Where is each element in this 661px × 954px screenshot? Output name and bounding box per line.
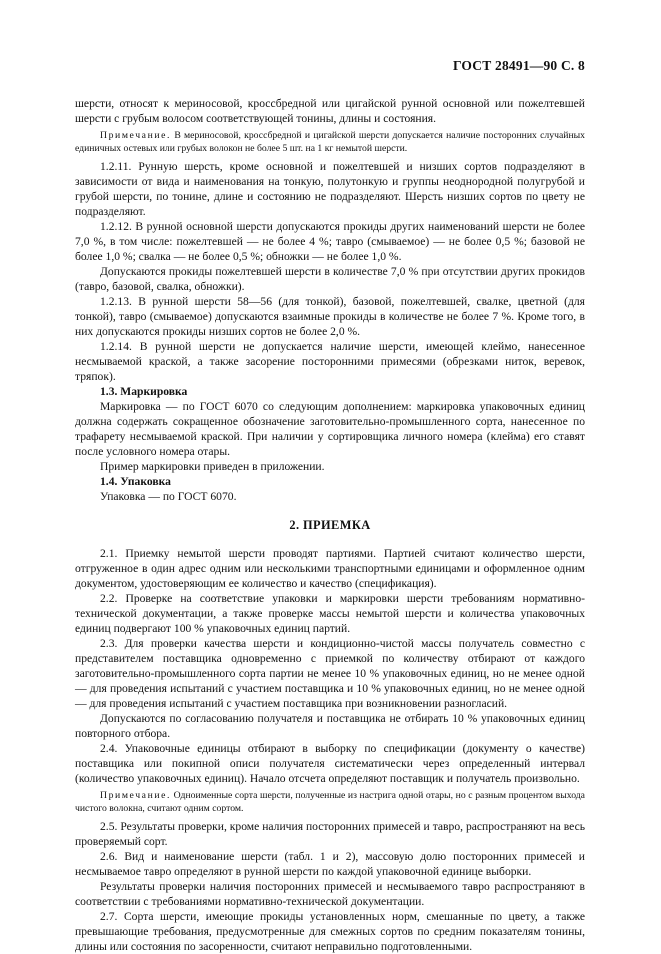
note-2-label: Примечание. — [100, 790, 172, 801]
clause-1-3: Маркировка — по ГОСТ 6070 со следующим дополнением: маркировка упаковочных единиц должна содержать сокращенное обозначение заготовительно-промышленного сорта, нанесенное по трафарету несмываемой краской. При наличии у сортировщика личного номера (клейма) его ставят после условного номера отары. — [75, 400, 585, 458]
clause-1-3-example: Пример маркировки приведен в приложении. — [100, 460, 325, 473]
clause-1-2-13: 1.2.13. В рунной шерсти 58—56 (для тонкой), базовой, пожелтевшей, свалке, цветной (для тонкой), тавро (смываемое) допускаются взаимные прокиды в количестве не более 7 %. Кроме того, в них допускаются прокиды низших сортов не более 2,0 %. — [75, 295, 585, 338]
clause-2-1: 2.1. Приемку немытой шерсти проводят партиями. Партией считают количество шерсти, отгруженное в один адрес одним или несколькими транспортными единицами и оформленное одним документом, удостоверяющим ее количество и качество (спецификация). — [75, 547, 585, 590]
section-2-title: 2. ПРИЕМКА — [289, 518, 371, 532]
note-1-text: В мериносовой, кроссбредной и цигайской шерсти допускается наличие посторонних случайных единичных остевых или грубых волокон не более 5 шт. на 1 кг немытой шерсти. — [75, 130, 585, 154]
heading-1-3-marking: 1.3. Маркировка — [100, 385, 188, 398]
document-page — [75, 58, 585, 954]
note-2-text: Одноименные сорта шерсти, полученные из настрига одной отары, но с разным процентом выхода чистого волокна, считают одним сортом. — [75, 790, 585, 814]
clause-1-4: Упаковка — по ГОСТ 6070. — [100, 490, 237, 503]
clause-1-2-12-addendum: Допускаются прокиды пожелтевшей шерсти в количестве 7,0 % при отсутствии других прокидов (тавро, базовой, свалка, обножки). — [75, 265, 585, 293]
note-1 — [75, 129, 585, 155]
clause-2-2: 2.2. Проверке на соответствие упаковки и маркировки шерсти требованиям нормативно-технической документации, а также проверке массы немытой шерсти и количества упаковочных единиц подвергают 100 % упаковочных единиц партий. — [75, 592, 585, 635]
heading-1-4-packaging: 1.4. Упаковка — [100, 475, 171, 488]
page-header: ГОСТ 28491—90 С. 8 — [452, 58, 585, 73]
clause-1-2-14: 1.2.14. В рунной шерсти не допускается наличие шерсти, имеющей клеймо, нанесенное несмываемой краской, а также засорение посторонними примесями (обрезками ниток, веревок, тряпок). — [75, 340, 585, 383]
clause-2-6: 2.6. Вид и наименование шерсти (табл. 1 и 2), массовую долю посторонних примесей и несмываемое тавро определяют в рунной шерсти по каждой упаковочной единице выборки. — [75, 850, 585, 878]
paragraph-continuation: шерсти, относят к мериносовой, кроссбредной или цигайской рунной основной или пожелтевшей шерсти с грубым волосом соответствующей тонины, длины и состояния. — [75, 97, 585, 125]
note-1-label: Примечание. — [100, 130, 172, 141]
clause-2-5: 2.5. Результаты проверки, кроме наличия посторонних примесей и тавро, распространяют на весь проверяемый сорт. — [75, 820, 585, 848]
clause-2-7: 2.7. Сорта шерсти, имеющие прокиды установленных норм, смешанные по цвету, а также превышающие требования, предусмотренные для смежных сортов по средним показателям тонины, длины или состояния по засоренности, считают неправильно подготовленными. — [75, 910, 585, 953]
clause-2-4: 2.4. Упаковочные единицы отбирают в выборку по спецификации (документу о качестве) поставщика или покипной описи получателя систематически через определенный интервал (количество упаковочных единиц). Начало отсчета определяют поставщик и получатель произвольно. — [75, 742, 585, 785]
clause-2-3: 2.3. Для проверки качества шерсти и кондиционно-чистой массы получатель совместно с представителем поставщика одновременно с приемкой по количеству отбирают от каждого заготовительно-промышленного сорта партии не менее 10 % упаковочных единиц, но не менее одной — для проведения испытаний с участием поставщика и 10 % упаковочных единиц, но не менее одной — для проведения испытаний с участием поставщика при возникновении разногласий. — [75, 637, 585, 710]
clause-2-3-addendum: Допускаются по согласованию получателя и поставщика не отбирать 10 % упаковочных единиц повторного отбора. — [75, 712, 585, 740]
note-2 — [75, 789, 585, 815]
clause-2-6-addendum: Результаты проверки наличия посторонних примесей и несмываемого тавро распространяют в соответствии с требованиями нормативно-технической документации. — [75, 880, 585, 908]
clause-1-2-12: 1.2.12. В рунной основной шерсти допускаются прокиды других наименований шерсти не более 7,0 %, в том числе: пожелтевшей — не более 4 %; тавро (смываемое) — не более 0,5 %; базовой не более 1,0 %; свалка — не более 0,5 %; обножки — не более 1,0 %. — [75, 220, 585, 263]
clause-1-2-11: 1.2.11. Рунную шерсть, кроме основной и пожелтевшей и низших сортов подразделяют в зависимости от вида и наименования на тонкую, полутонкую и группы неоднородной полугрубой и грубой шерсти, по тонине, длине и состоянию не подразделяют. Шерсть низших сортов по цвету не подразделяют. — [75, 160, 585, 218]
